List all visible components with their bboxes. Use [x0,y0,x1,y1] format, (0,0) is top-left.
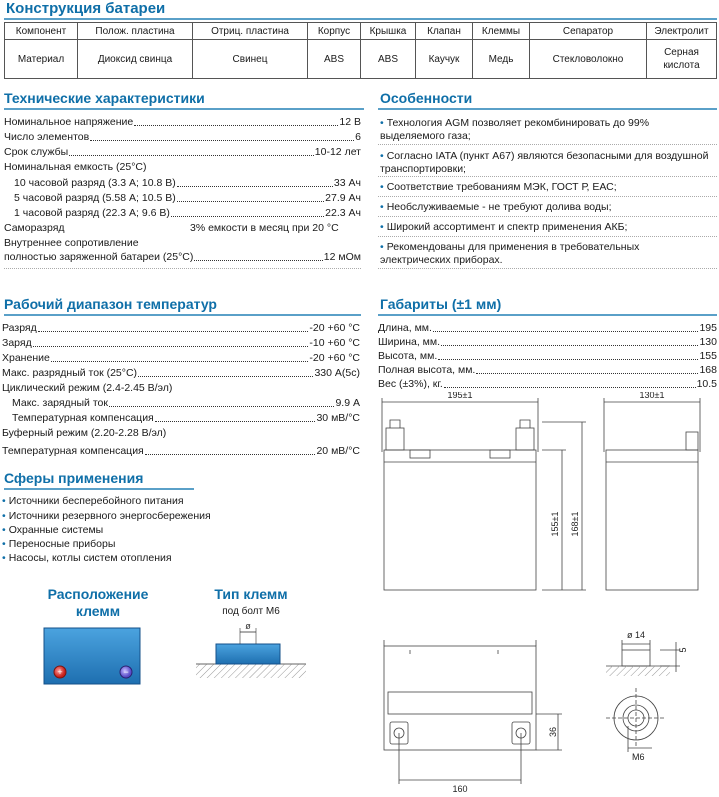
specs-title: Технические характеристики [4,90,205,106]
table-cell: Диоксид свинца [78,40,193,79]
temp-label: Макс. зарядный ток [12,397,108,409]
temp-label: Заряд [2,337,32,349]
terminal-layout-diagram [38,624,148,690]
application-item: • Источники резервного энергосбережения [2,510,211,522]
table-cell: Каучук [416,40,473,79]
table-cell: Свинец [193,40,308,79]
spec-label: Срок службы [4,146,69,158]
section-underline [4,108,364,110]
spec-value: 33 Ач [333,177,361,189]
table-header-cell: Электролит [647,23,717,40]
self-discharge-value: 3% емкости в месяц при 20 °С [190,222,339,234]
spec-value: 10-12 лет [314,146,361,158]
resistance-label: Внутреннее сопротивление [4,237,139,249]
dimension-value: 195 [699,322,717,334]
construction-table [4,22,717,79]
spec-row [14,192,361,205]
temp-row [2,322,360,335]
dia-14-label: ø 14 [626,630,646,640]
dimension-label: Высота, мм. [378,350,438,362]
dimension-row [378,350,717,363]
dimension-value: 168 [699,364,717,376]
dot-leader [433,322,699,332]
section-underline [378,108,717,110]
table-cell: Стекловолокно [530,40,647,79]
spec-label: полностью заряженной батареи (25°С) [4,251,194,263]
table-header-cell: Отриц. пластина [193,23,308,40]
application-item: • Источники бесперебойного питания [2,495,184,507]
table-cell: Материал [5,40,78,79]
spec-label: Число элементов [4,131,90,143]
height-155-label: 155±1 [550,511,560,537]
height-168-label: 168±1 [570,511,580,537]
dim-5-label: 5 [678,647,688,653]
dot-leader [33,337,309,347]
dot-leader [444,378,696,388]
terminal-type-diagram [196,618,306,680]
temp-label: Хранение [2,352,50,364]
dot-leader [171,207,324,217]
temp-value: 20 мВ/°С [316,445,360,457]
dot-leader [109,397,335,407]
feature-item: • Необслуживаемые - не требуют долива воды; [380,201,612,213]
dimension-row [378,336,717,349]
dimension-label: Вес (±3%), кг. [378,378,443,390]
temp-value: -20 +60 °С [309,352,360,364]
table-header-cell: Клапан [416,23,473,40]
dot-leader [145,445,316,455]
dot-leader [177,177,333,187]
dimension-row [378,322,717,335]
table-cell: ABS [308,40,361,79]
separator [378,196,717,197]
application-item: • Охранные системы [2,524,104,536]
diameter-label: ø [245,621,251,631]
application-item: • Насосы, котлы систем отопления [2,552,172,564]
dimension-row [378,378,717,391]
dimension-label: Ширина, мм. [378,336,441,348]
temp-row [12,397,360,410]
separator [378,176,717,177]
spec-label: 10 часовой разряд (3.3 А; 10.8 В) [14,177,176,189]
table-cell: Серная кислота [647,40,717,79]
spec-label: Номинальное напряжение [4,116,134,128]
spec-label: 1 часовой разряд (22.3 А; 9.6 В) [14,207,170,219]
bolt-label: М6 [632,752,645,762]
temp-row [2,367,360,380]
dimension-value: 130 [699,336,717,348]
dot-leader [155,412,316,422]
dot-leader [138,367,313,377]
section-underline [378,314,717,316]
dot-leader [90,131,354,141]
application-item: • Переносные приборы [2,538,116,550]
section-underline [4,488,194,490]
dim-36-label: 36 [548,726,558,738]
dimension-value: 155 [699,350,717,362]
table-header-row [5,23,717,40]
table-header-cell: Компонент [5,23,78,40]
temp-value: 30 мВ/°С [316,412,360,424]
temp-row [12,412,360,425]
dot-leader [438,350,698,360]
temp-label: Температурная компенсация [2,445,144,457]
cyclic-title: Циклический режим (2.4-2.45 В/эл) [2,382,173,394]
table-cell: ABS [361,40,416,79]
table-header-cell: Полож. пластина [78,23,193,40]
buffer-title: Буферный режим (2.20-2.28 В/эл) [2,427,167,439]
spec-value: 22.3 Ач [325,207,361,219]
temp-label: Макс. разрядный ток (25°С) [2,367,138,379]
side-width-label: 130±1 [639,392,665,400]
dot-leader [134,116,338,126]
feature-item: • Согласно IATA (пункт А67) являются безопасными для воздушной транспортировки; [380,150,709,175]
separator [378,216,717,217]
table-header-cell: Корпус [308,23,361,40]
dimension-label: Полная высота, мм. [378,364,476,376]
spec-value: 12 мОм [323,251,361,263]
separator [378,236,717,237]
temp-value: 9.9 А [335,397,360,409]
bottom-160-label: 160 [452,784,468,794]
spec-row [4,251,361,264]
feature-item: • Рекомендованы для применения в требовательных электрических приборах. [380,241,640,266]
separator [378,144,717,145]
temp-value: -20 +60 °С [309,322,360,334]
feature-item: • Технология AGM позволяет рекомбинировать до 99% выделяемого газа; [380,117,650,142]
separator [4,268,361,269]
spec-row [4,131,361,144]
spec-row [14,177,361,190]
dot-leader [69,146,314,156]
capacity-title: Номинальная емкость (25°С) [4,161,147,173]
section-underline [4,314,361,316]
terminal-layout-title [28,586,168,620]
spec-row [4,146,361,159]
construction-title: Конструкция батареи [6,0,166,17]
temp-label: Разряд [2,322,37,334]
title-underline [4,18,717,20]
terminal-type-title: Тип клемм [214,586,288,602]
dot-leader [38,322,309,332]
spec-value: 6 [355,131,361,143]
feature-item: • Широкий ассортимент и спектр применения АКБ; [380,221,628,233]
battery-drawing [370,392,719,797]
table-header-cell: Сепаратор [530,23,647,40]
table-header-cell: Крышка [361,23,416,40]
spec-row [14,207,361,220]
dimension-value: 10.5 [696,378,717,390]
temp-row [2,445,360,458]
svg-text:+: + [57,667,63,677]
dot-leader [194,251,322,261]
dimension-row [378,364,717,377]
dimension-label: Длина, мм. [378,322,432,334]
front-width-label: 195±1 [447,392,473,400]
temp-label: Температурная компенсация [12,412,154,424]
applications-title: Сферы применения [4,470,144,486]
terminal-type-subtitle: под болт М6 [222,606,280,617]
features-title: Особенности [380,90,473,106]
spec-row [4,116,361,129]
table-row [5,40,717,79]
dimensions-title: Габариты (±1 мм) [380,296,502,312]
table-cell: Медь [473,40,530,79]
terminal-layout-title-line1: Расположение [47,586,149,602]
table-header-cell: Клеммы [473,23,530,40]
spec-value: 27.9 Ач [325,192,361,204]
temperature-title: Рабочий диапазон температур [4,296,217,312]
separator [378,268,717,269]
terminal-layout-title-line2: клемм [75,603,121,619]
temp-row [2,337,360,350]
spec-value: 12 В [339,116,361,128]
feature-item: • Соответствие требованиям МЭК, ГОСТ Р, ЕАС; [380,181,617,193]
dot-leader [441,336,698,346]
self-discharge-label: Саморазряд [4,222,65,234]
spec-label: 5 часовой разряд (5.58 А; 10.5 В) [14,192,176,204]
dot-leader [476,364,698,374]
svg-text:−: − [123,667,129,677]
temp-value: 330 А(5с) [314,367,360,379]
temp-value: -10 +60 °С [309,337,360,349]
dot-leader [177,192,324,202]
temp-row [2,352,360,365]
dot-leader [51,352,309,362]
